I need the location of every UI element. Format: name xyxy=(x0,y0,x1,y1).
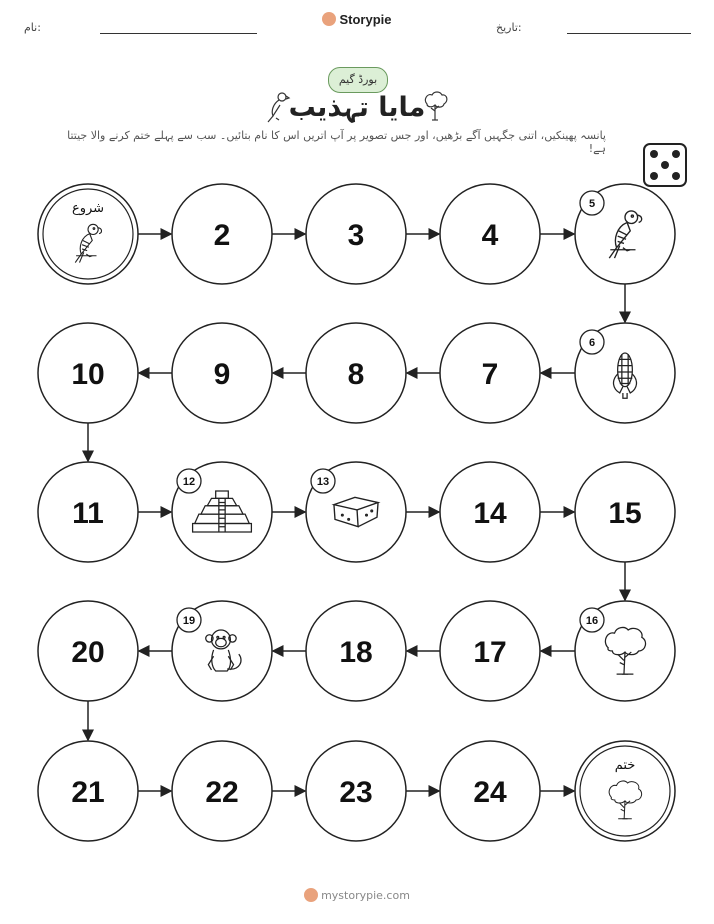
page-title: مایا تہذیب xyxy=(288,92,426,123)
board-space-19 xyxy=(172,601,272,701)
space-number: 24 xyxy=(473,776,507,809)
space-number: 14 xyxy=(473,497,507,530)
board-space-7 xyxy=(440,323,540,423)
board-space-16 xyxy=(575,601,675,701)
date-label: تاریخ: xyxy=(496,21,522,34)
board-space-9 xyxy=(172,323,272,423)
space-number: 11 xyxy=(72,497,104,530)
category-badge: بورڈ گیم xyxy=(328,67,388,93)
space-number: 21 xyxy=(71,776,105,809)
space-number: 8 xyxy=(347,358,365,391)
board-space-20 xyxy=(38,601,138,701)
finish-space xyxy=(575,741,675,841)
footer xyxy=(0,888,714,902)
board-space-24 xyxy=(440,741,540,841)
board-cells xyxy=(38,184,675,841)
board-space-10 xyxy=(38,323,138,423)
space-number: 9 xyxy=(213,358,231,391)
board-space-4 xyxy=(440,184,540,284)
space-number: 16 xyxy=(585,615,599,627)
space-number: 15 xyxy=(608,497,642,530)
board-space-14 xyxy=(440,462,540,562)
space-label: ختم xyxy=(614,758,636,773)
space-number: 10 xyxy=(71,358,105,391)
board-space-3 xyxy=(306,184,406,284)
board-space-18 xyxy=(306,601,406,701)
space-number: 4 xyxy=(481,219,499,252)
board-space-21 xyxy=(38,741,138,841)
footer-url: mystorypie.com xyxy=(321,889,410,902)
space-number: 2 xyxy=(213,219,231,252)
space-number: 17 xyxy=(473,636,507,669)
space-number: 19 xyxy=(182,615,196,627)
start-space xyxy=(38,184,138,284)
board-space-23 xyxy=(306,741,406,841)
space-number: 6 xyxy=(588,337,596,349)
board-space-13 xyxy=(306,462,406,562)
board-space-12 xyxy=(172,462,272,562)
brand-name: Storypie xyxy=(339,12,392,27)
space-number: 5 xyxy=(588,198,596,210)
space-number: 23 xyxy=(339,776,373,809)
board-space-22 xyxy=(172,741,272,841)
board-space-15 xyxy=(575,462,675,562)
space-number: 18 xyxy=(339,636,373,669)
space-label: شروع xyxy=(71,201,105,216)
board-space-11 xyxy=(38,462,138,562)
space-number: 13 xyxy=(316,476,330,488)
name-label: نام: xyxy=(24,21,41,34)
board-space-5 xyxy=(575,184,675,284)
space-number: 20 xyxy=(71,636,105,669)
board-space-8 xyxy=(306,323,406,423)
space-number: 3 xyxy=(347,219,365,252)
board-space-17 xyxy=(440,601,540,701)
space-number: 12 xyxy=(182,476,196,488)
board-space-6 xyxy=(575,323,675,423)
storypie-logo-icon xyxy=(304,888,318,902)
space-number: 22 xyxy=(205,776,239,809)
space-number: 7 xyxy=(481,358,499,391)
board-space-2 xyxy=(172,184,272,284)
instructions: پانسہ پھینکیں، اتنی جگہیں آگے بڑھیں، اور جس تصویر پر آپ اتریں اس کا نام بتائیں۔ سب سے پہلے ختم کرنے والا جیتتا ہے! xyxy=(67,129,606,155)
